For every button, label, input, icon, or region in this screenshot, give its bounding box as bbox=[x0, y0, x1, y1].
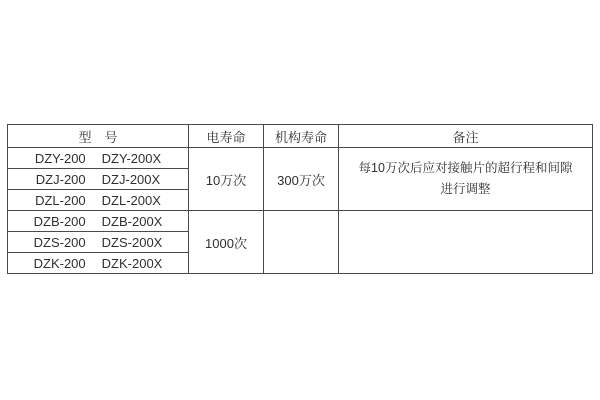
model-name: DZJ-200 bbox=[35, 171, 86, 187]
electrical-life-cell-bottom: 1000次 bbox=[189, 211, 264, 274]
model-name: DZL-200 bbox=[35, 192, 86, 208]
mechanical-life-cell-bottom bbox=[264, 211, 339, 274]
model-name: DZB-200 bbox=[33, 213, 86, 229]
model-name: DZY-200X bbox=[101, 150, 162, 166]
model-cell bbox=[8, 253, 189, 274]
table-row bbox=[8, 211, 593, 232]
model-pair bbox=[8, 214, 188, 229]
model-name: DZS-200 bbox=[33, 234, 86, 250]
model-pair bbox=[8, 172, 188, 187]
model-name: DZK-200 bbox=[33, 255, 86, 271]
header-electrical-life: 电寿命 bbox=[189, 125, 264, 148]
header-model: 型 号 bbox=[8, 125, 189, 148]
header-remark: 备注 bbox=[339, 125, 593, 148]
model-name: DZS-200X bbox=[101, 234, 163, 250]
model-cell bbox=[8, 148, 189, 169]
remark-cell-bottom bbox=[339, 211, 593, 274]
relay-life-spec-table bbox=[7, 124, 593, 274]
model-pair bbox=[8, 193, 188, 208]
model-name: DZY-200 bbox=[34, 150, 86, 166]
model-pair bbox=[8, 256, 188, 271]
header-row bbox=[8, 125, 593, 148]
header-mechanical-life: 机构寿命 bbox=[264, 125, 339, 148]
remark-line-1: 每10万次后应对接触片的超行程和间隙 bbox=[358, 161, 573, 175]
model-name: DZL-200X bbox=[101, 192, 161, 208]
model-name: DZB-200X bbox=[101, 213, 163, 229]
model-name: DZK-200X bbox=[101, 255, 163, 271]
model-name: DZJ-200X bbox=[101, 171, 161, 187]
model-pair bbox=[8, 151, 188, 166]
model-cell bbox=[8, 169, 189, 190]
table-row bbox=[8, 148, 593, 169]
remark-cell-top bbox=[339, 148, 593, 211]
remark-line-2: 进行调整 bbox=[440, 182, 491, 196]
model-cell bbox=[8, 190, 189, 211]
mechanical-life-cell-top: 300万次 bbox=[264, 148, 339, 211]
model-pair bbox=[8, 235, 188, 250]
electrical-life-cell-top: 10万次 bbox=[189, 148, 264, 211]
model-cell bbox=[8, 232, 189, 253]
model-cell bbox=[8, 211, 189, 232]
